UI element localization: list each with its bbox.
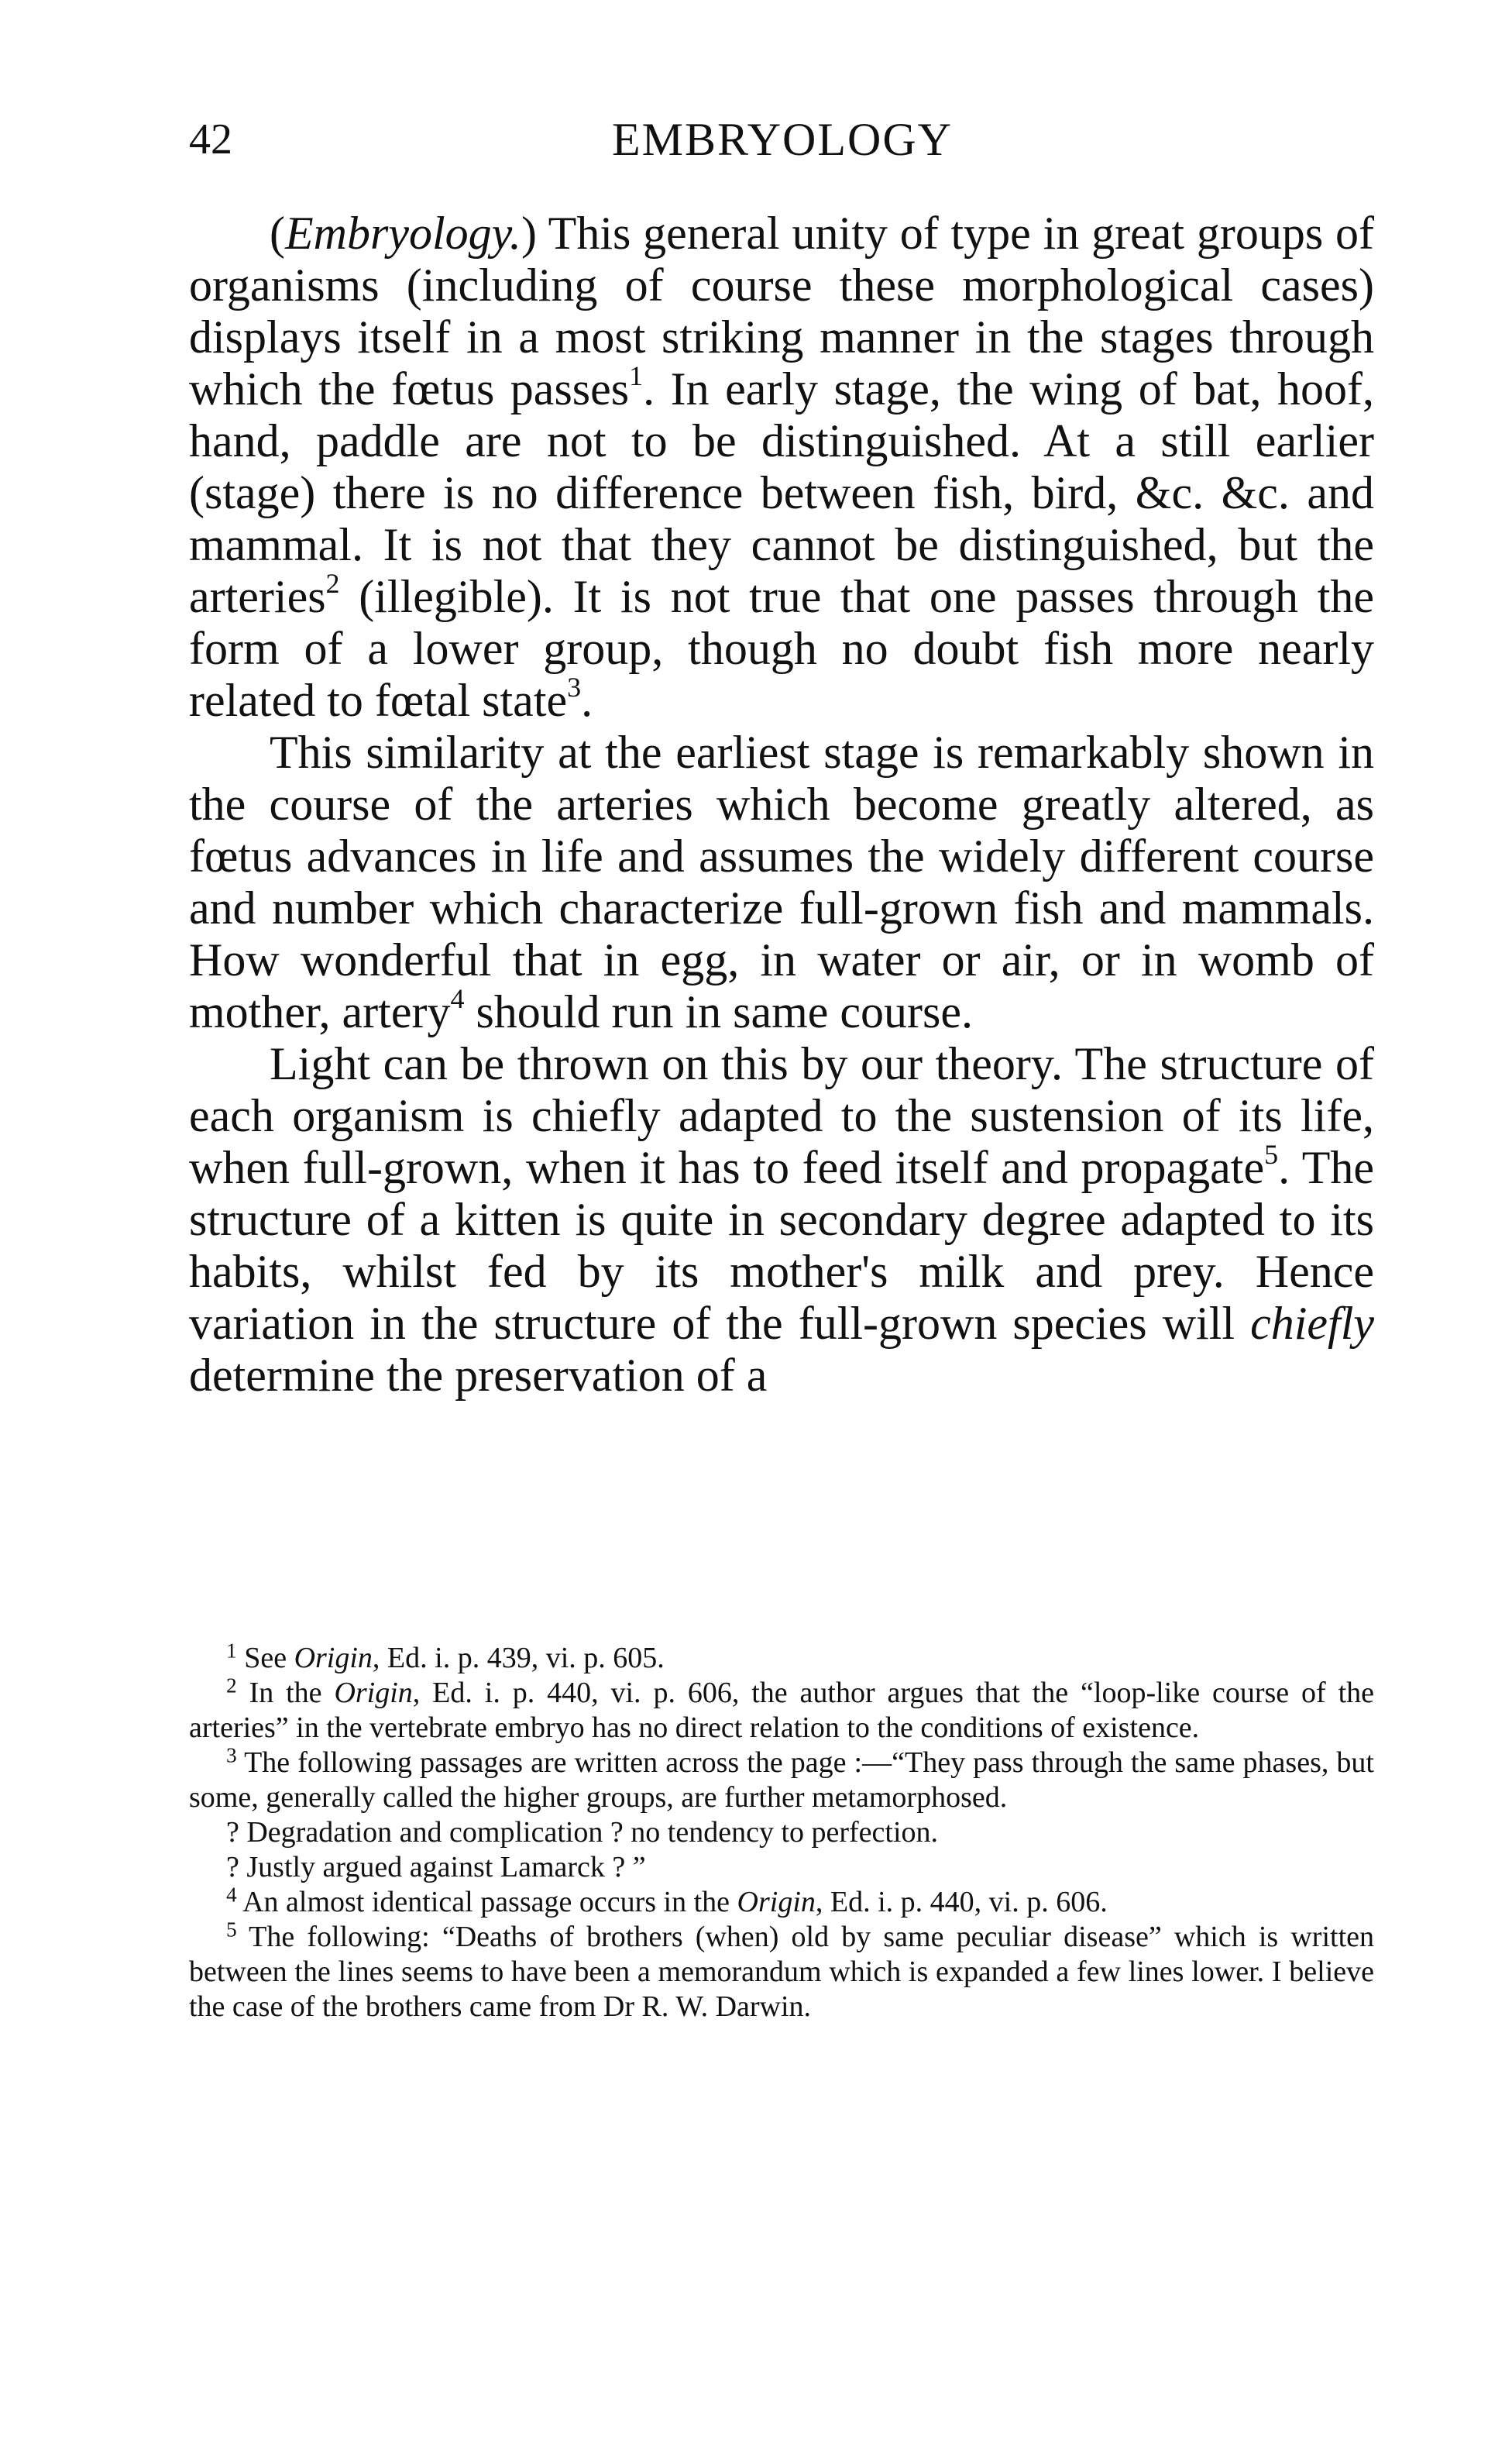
paragraph-text: . In early stage, the wing of bat, hoof, hand, paddle are not to be distinguished. At a still earlier (stage) there is no difference between fish, bird, &c. &c. and mammal. It is not that they cannot be distinguished, but the arteries [189,363,1374,622]
body-text [189,208,1374,1402]
footnote-number: 4 [226,1883,237,1907]
footnote-text: , Ed. i. p. 440, vi. p. 606, the author argues that the “loop-like course of the arteries” in the vertebrate embryo has no direct relation to the conditions of existence. [189,1677,1375,1744]
paragraph-text: This similarity at the earliest stage is remarkably shown in the course of the arteries which become greatly altered, as fœtus advances in life and assumes the widely different course and number which characterize full-grown fish and mammals. How wonderful that in egg, in water or air, or in womb of mother, artery [189,727,1374,1037]
footnote-number: 1 [226,1639,237,1663]
footnote-3-line-3: ? Justly argued against Lamarck ? ” [226,1851,646,1883]
page-header [189,108,1376,170]
footnote-italic: Origin [737,1886,816,1918]
footnote-text: , Ed. i. p. 439, vi. p. 605. [372,1642,665,1674]
footnote-3 [189,1743,1374,1815]
paragraph-text: . [581,675,593,726]
footnote-3-line-2: ? Degradation and complication ? no tendency to perfection. [226,1816,939,1849]
paragraph-text: Light can be thrown on this by our theory. The structure of each organism is chiefly adapted to the sustension of its life, when full-grown, when it has to feed itself and propagate [189,1038,1374,1193]
footnote-text: An almost identical passage occurs in the [236,1886,737,1918]
footnote-1 [189,1641,1374,1676]
footnote-ref: 3 [567,671,582,703]
paragraph-text: (illegible). It is not true that one passes through the form of a lower group, though no doubt fish more nearly related to fœtal state [189,571,1374,726]
footnote-number: 3 [226,1743,237,1767]
paragraph-1 [189,208,1374,727]
footnote-number: 2 [226,1673,237,1698]
paren-open: ( [270,208,285,259]
footnote-number: 5 [226,1918,237,1942]
paren-close: ) [521,208,537,259]
paragraph-3 [189,1038,1374,1402]
footnotes [189,1641,1374,2024]
paragraph-2 [189,727,1374,1038]
paragraph-text: This general unity of type in great groups of organisms (including of course these morphological cases) displays itself in a most striking manner in the stages through which the fœtus passes [189,208,1374,414]
footnote-text: See [236,1642,294,1674]
footnote-ref: 4 [450,982,465,1014]
footnote-text: The following: “Deaths of brothers (when) old by same peculiar disease” which is written between the lines seems to have been a memorandum which is expanded a few lines lower. I believe the case of the brothers came from Dr R. W. Darwin. [189,1921,1374,2023]
footnote-italic: Origin [334,1677,413,1709]
footnote-2 [189,1673,1375,1746]
paragraph-text: determine the preservation of a [189,1350,768,1401]
footnote-5 [189,1920,1374,2024]
emphasis: chiefly [1250,1298,1374,1349]
footnote-ref: 2 [325,567,340,599]
footnote-ref: 5 [1264,1138,1279,1170]
footnote-ref: 1 [629,359,644,391]
paragraph-text: should run in same course. [464,986,973,1037]
footnote-italic: Origin [294,1642,373,1674]
section-title: Embryology. [284,208,521,259]
footnote-4 [189,1885,1374,1920]
footnote-text: , Ed. i. p. 440, vi. p. 606. [815,1886,1108,1918]
page-number: 42 [189,115,232,163]
paragraph-text: . The structure of a kitten is quite in secondary degree adapted to its habits, whilst fed by its mother's milk and prey. Hence variation in the structure of the full-grown species will [189,1142,1374,1349]
running-head: EMBRYOLOGY [611,114,954,165]
footnote-text: In the [236,1677,335,1709]
footnote-text: The following passages are written across the page :—“They pass through the same phases, but some, generally called the higher groups, are further metamorphosed. [189,1746,1374,1814]
